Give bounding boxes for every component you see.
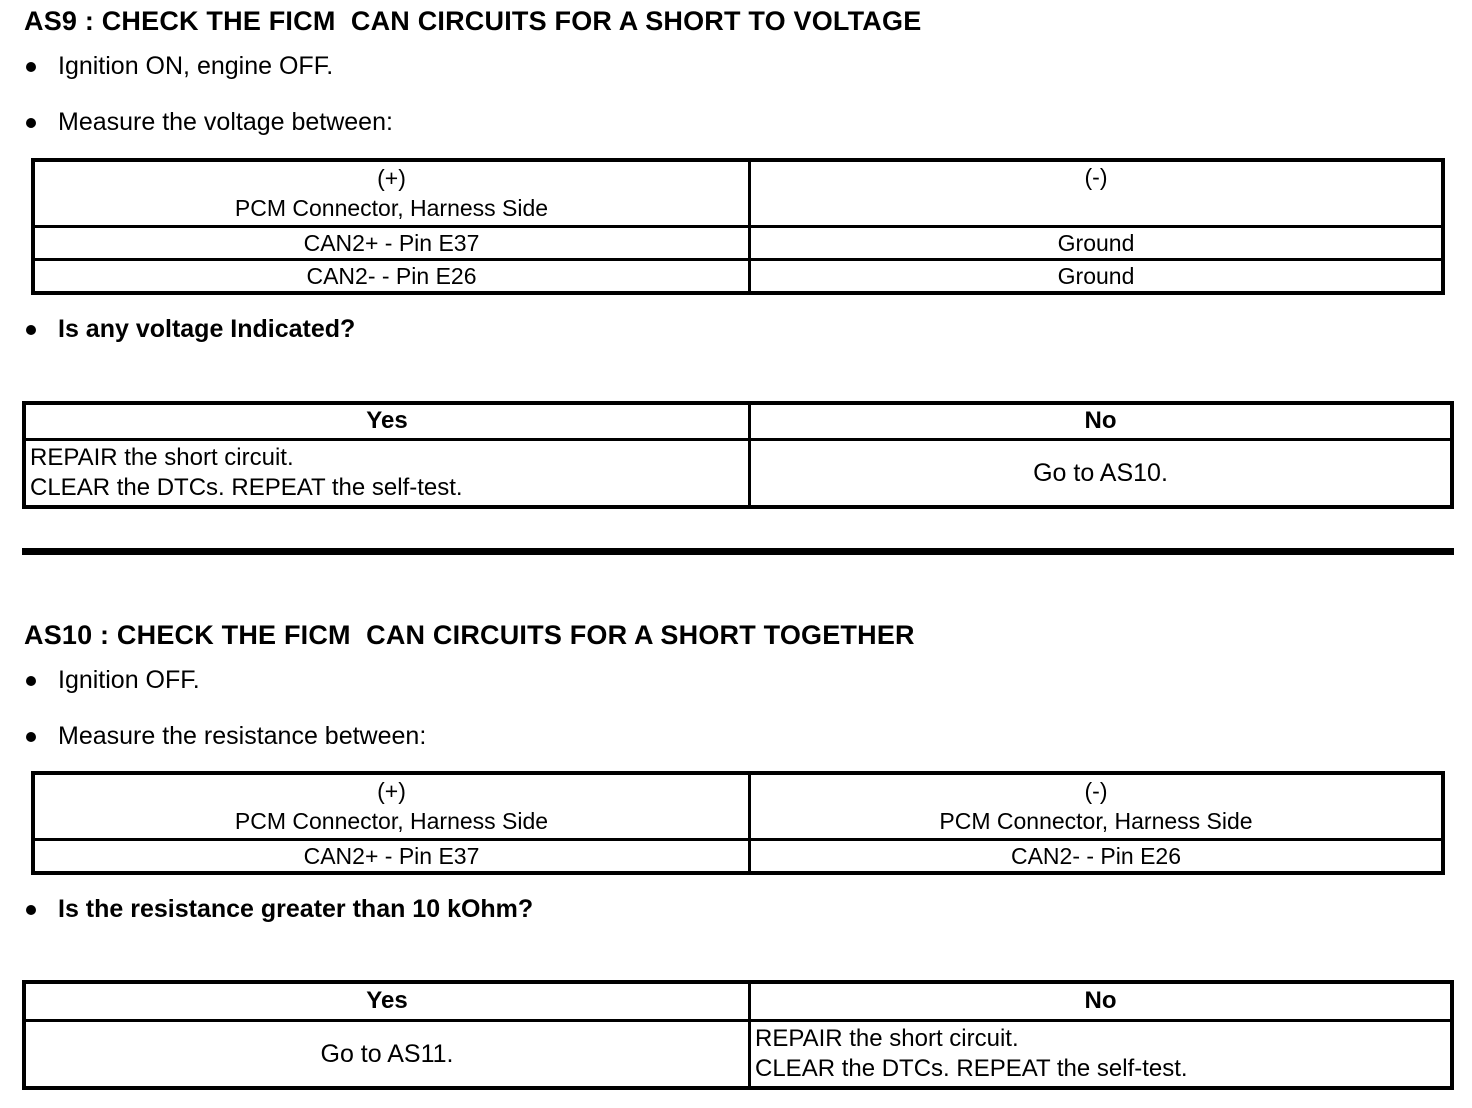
- cell-positive: CAN2- - Pin E26: [33, 259, 750, 293]
- header-connector: PCM Connector, Harness Side: [234, 808, 549, 835]
- yes-action-cell: Go to AS11.: [24, 1020, 750, 1088]
- as9-heading: AS9 : CHECK THE FICM CAN CIRCUITS FOR A SHORT TO VOLTAGE: [24, 6, 922, 36]
- action-line: CLEAR the DTCs. REPEAT the self-test.: [755, 1054, 1188, 1082]
- table-header-row: [24, 403, 1452, 439]
- bullet-text: Measure the voltage between:: [58, 108, 393, 136]
- cell-negative: Ground: [750, 226, 1444, 259]
- as10-question: [26, 895, 533, 924]
- action-line: REPAIR the short circuit.: [755, 1024, 1019, 1052]
- table-row: [24, 1020, 1452, 1088]
- bullet-icon: [26, 325, 36, 335]
- bullet-icon: [26, 118, 36, 128]
- no-header: No: [750, 403, 1453, 439]
- yes-header: Yes: [24, 403, 750, 439]
- bullet-text: Ignition OFF.: [58, 666, 200, 694]
- table-row: [33, 839, 1443, 873]
- as10-bullet-measure: [26, 722, 426, 751]
- header-polarity: (-): [1084, 778, 1108, 805]
- cell-positive: CAN2+ - Pin E37: [33, 226, 750, 259]
- header-connector: PCM Connector, Harness Side: [234, 195, 549, 222]
- as10-result-table: [22, 980, 1454, 1090]
- table-header-row: [33, 773, 1443, 839]
- no-header: No: [750, 982, 1453, 1020]
- as9-question: [26, 315, 355, 344]
- as9-bullet-measure: [26, 108, 393, 137]
- header-cell-positive: [33, 773, 750, 839]
- as9-bullet-ignition: [26, 52, 333, 81]
- cell-negative: Ground: [750, 259, 1444, 293]
- bullet-icon: [26, 905, 36, 915]
- as10-heading: AS10 : CHECK THE FICM CAN CIRCUITS FOR A SHORT TOGETHER: [24, 620, 915, 650]
- yes-action-cell: [24, 439, 750, 507]
- bullet-icon: [26, 676, 36, 686]
- action-line: CLEAR the DTCs. REPEAT the self-test.: [30, 473, 463, 501]
- as10-bullet-ignition: [26, 666, 200, 695]
- bullet-text: Ignition ON, engine OFF.: [58, 52, 334, 80]
- header-polarity: (+): [377, 778, 406, 805]
- cell-negative: CAN2- - Pin E26: [750, 839, 1444, 873]
- table-row: [33, 226, 1443, 259]
- table-header-row: [24, 982, 1452, 1020]
- header-polarity: (-): [1084, 164, 1108, 190]
- section-divider: [22, 548, 1454, 555]
- action-line: REPAIR the short circuit.: [30, 443, 294, 471]
- question-text: Is any voltage Indicated?: [58, 315, 356, 343]
- yes-header: Yes: [24, 982, 750, 1020]
- no-action-cell: Go to AS10.: [750, 439, 1453, 507]
- as9-measure-table: [31, 158, 1445, 295]
- table-row: [33, 259, 1443, 293]
- table-row: [24, 439, 1452, 507]
- as10-measure-table: [31, 771, 1445, 875]
- as9-result-table: [22, 401, 1454, 509]
- header-polarity: (+): [377, 165, 406, 192]
- header-connector: PCM Connector, Harness Side: [939, 808, 1253, 835]
- no-action-cell: [750, 1020, 1453, 1088]
- bullet-icon: [26, 62, 36, 72]
- header-cell-negative: [750, 160, 1444, 226]
- header-cell-negative: [750, 773, 1444, 839]
- table-header-row: [33, 160, 1443, 226]
- question-text: Is the resistance greater than 10 kOhm?: [58, 895, 534, 923]
- cell-positive: CAN2+ - Pin E37: [33, 839, 750, 873]
- bullet-text: Measure the resistance between:: [58, 722, 427, 750]
- bullet-icon: [26, 732, 36, 742]
- header-cell-positive: [33, 160, 750, 226]
